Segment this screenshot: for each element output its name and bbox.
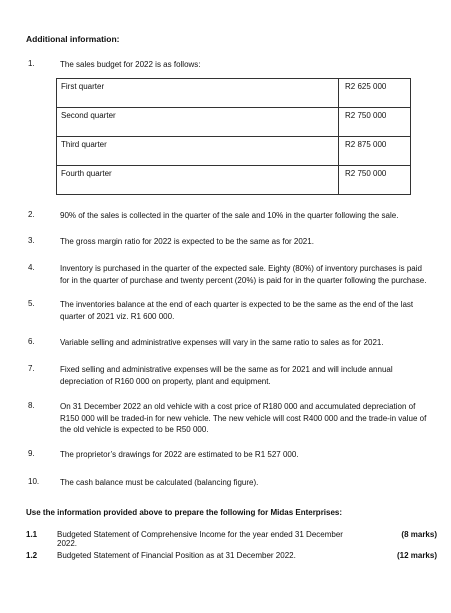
item-text: Variable selling and administrative expenses will vary in the same ratio to sales as for 2021. [60, 338, 384, 347]
quarter-cell: Second quarter [57, 108, 339, 137]
instruction: Use the information provided above to prepare the following for Midas Enterprises: [26, 508, 343, 517]
table-row [57, 108, 411, 137]
sales-budget-table [56, 78, 411, 195]
item-text: The sales budget for 2022 is as follows: [60, 60, 201, 69]
item-number: 6. [28, 337, 35, 346]
item-text: The cash balance must be calculated (balancing figure). [60, 478, 259, 487]
quarter-cell: Fourth quarter [57, 166, 339, 195]
item-number: 9. [28, 449, 35, 458]
table-row [57, 166, 411, 195]
amount-cell: R2 750 000 [339, 108, 411, 137]
item-number: 5. [28, 299, 35, 308]
section-heading: Additional information: [26, 34, 120, 44]
item-number: 1. [28, 59, 35, 68]
task-number: 1.1 [26, 530, 38, 539]
task-marks: (12 marks) [396, 551, 437, 560]
amount-cell: R2 625 000 [339, 79, 411, 108]
quarter-cell: Third quarter [57, 137, 339, 166]
table-row [57, 79, 411, 108]
item-number: 8. [28, 401, 35, 410]
item-text: The inventories balance at the end of each quarter is expected to be the same as the end of the last quarter of 2021 viz. R1 600 000. [60, 300, 414, 321]
item-text: Fixed selling and administrative expenses will be the same as for 2021 and will include annual depreciation of R160 000 on property, plant and equipment. [60, 365, 393, 386]
item-text: On 31 December 2022 an old vehicle with a cost price of R180 000 and accumulated depreciation of R150 000 will be traded-in for new vehicle. The new vehicle will cost R400 000 and the trade-in value of the old vehicle is expected to be R50 000. [60, 402, 427, 434]
quarter-cell: First quarter [57, 79, 339, 108]
task-number: 1.2 [26, 551, 38, 560]
item-text: 90% of the sales is collected in the quarter of the sale and 10% in the quarter following the sale. [60, 211, 399, 220]
item-number: 7. [28, 364, 35, 373]
item-text: Inventory is purchased in the quarter of the expected sale. Eighty (80%) of inventory purchases is paid for in the quarter of purchase and twenty percent (20%) is paid for in the quarter following the purchase. [60, 264, 427, 285]
table-row [57, 137, 411, 166]
task-text: Budgeted Statement of Financial Position as at 31 December 2022. [57, 551, 296, 560]
item-number: 4. [28, 263, 35, 272]
item-text: The gross margin ratio for 2022 is expected to be the same as for 2021. [60, 237, 314, 246]
task-marks: (8 marks) [401, 530, 437, 539]
item-text: The proprietor’s drawings for 2022 are estimated to be R1 527 000. [60, 450, 299, 459]
amount-cell: R2 875 000 [339, 137, 411, 166]
task-text: Budgeted Statement of Comprehensive Income for the year ended 31 December 2022. [57, 530, 343, 548]
amount-cell: R2 750 000 [339, 166, 411, 195]
item-number: 10. [28, 477, 40, 486]
item-number: 2. [28, 210, 35, 219]
item-number: 3. [28, 236, 35, 245]
